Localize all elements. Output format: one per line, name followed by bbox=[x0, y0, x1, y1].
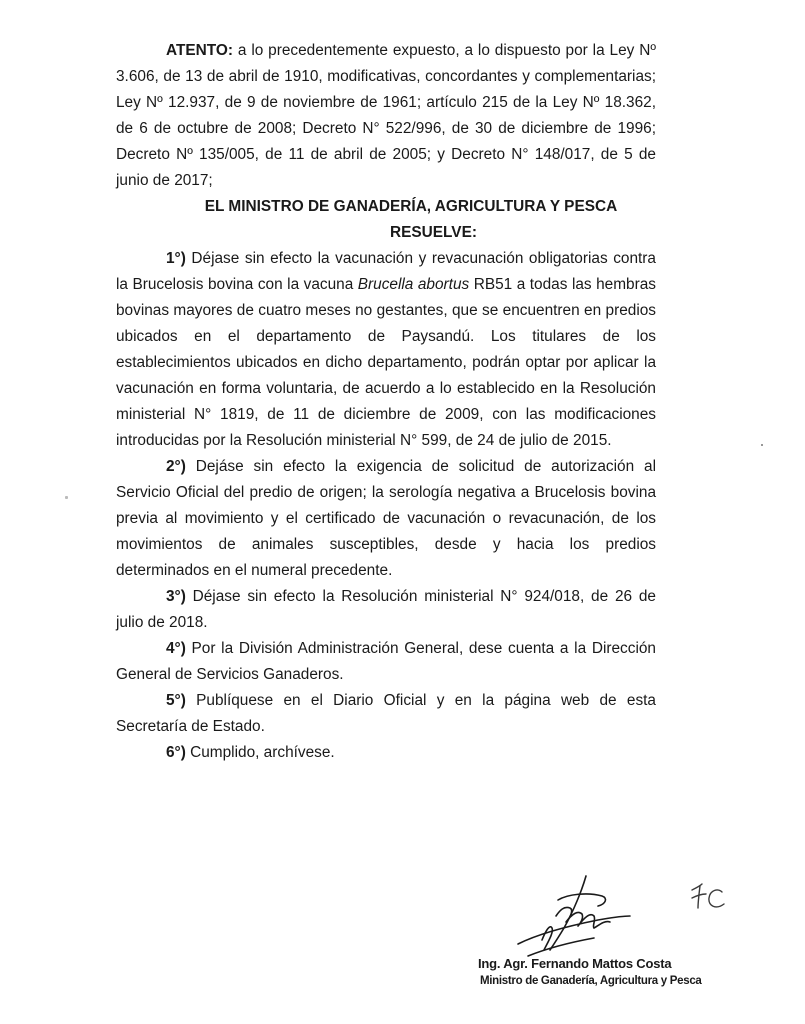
item-1-text-a: Déjase sin efecto la vacunación y revacunación obligatorias contra la Brucelosis bovina con la vacuna bbox=[116, 250, 656, 293]
item-4-paragraph bbox=[116, 636, 656, 688]
document-body bbox=[116, 38, 656, 766]
item-4-text: Por la División Administración General, dese cuenta a la Dirección General de Servicios Ganaderos. bbox=[116, 640, 656, 683]
scan-speck bbox=[761, 444, 763, 446]
item-3-number: 3°) bbox=[166, 588, 186, 605]
item-1-text-b: RB51 a todas las hembras bovinas mayores de cuatro meses no gestantes, que se encuentren en predios ubicados en el departamento de Paysandú. Los titulares de los establecimientos ubicados en dicho departamento, podrán optar por aplicar la vacunación en forma voluntaria, de acuerdo a lo establecido en la Resolución ministerial N° 1819, de 11 de diciembre de 2009, con las modificaciones introducidas por la Resolución ministerial N° 599, de 24 de julio de 2015. bbox=[116, 276, 656, 449]
item-6-text: Cumplido, archívese. bbox=[185, 744, 335, 761]
item-2-text: Dejáse sin efecto la exigencia de solicitud de autorización al Servicio Oficial del predio de origen; la serología negativa a Brucelosis bovina previa al movimiento y el certificado de vacunación o revacunación, de los movimientos de animales susceptibles, desde y hacia los predios determinados en el numeral precedente. bbox=[116, 458, 656, 579]
item-2-number: 2°) bbox=[166, 458, 186, 475]
minister-heading: EL MINISTRO DE GANADERÍA, AGRICULTURA Y PESCA bbox=[204, 198, 618, 215]
initials-icon bbox=[688, 880, 728, 914]
item-5-text: Publíquese en el Diario Oficial y en la página web de esta Secretaría de Estado. bbox=[116, 692, 656, 735]
item-2-paragraph bbox=[116, 454, 656, 584]
item-1-italic: Brucella abortus bbox=[357, 276, 470, 293]
item-6-number: 6°) bbox=[166, 744, 186, 761]
atento-paragraph bbox=[116, 38, 656, 194]
item-1-number: 1°) bbox=[166, 250, 186, 267]
item-3-text: Déjase sin efecto la Resolución ministerial N° 924/018, de 26 de julio de 2018. bbox=[116, 588, 656, 631]
item-1-paragraph bbox=[116, 246, 656, 454]
signature-block bbox=[478, 870, 702, 1000]
item-6-paragraph bbox=[116, 740, 656, 766]
item-4-number: 4°) bbox=[166, 640, 186, 657]
signature-icon bbox=[498, 870, 638, 965]
item-5-number: 5°) bbox=[166, 692, 186, 709]
atento-label: ATENTO: bbox=[166, 42, 233, 59]
signer-title: Ministro de Ganadería, Agricultura y Pesca bbox=[480, 975, 702, 987]
signer-name: Ing. Agr. Fernando Mattos Costa bbox=[478, 956, 672, 971]
resuelve-heading: RESUELVE: bbox=[390, 224, 477, 241]
scan-speck bbox=[65, 496, 68, 499]
item-5-paragraph bbox=[116, 688, 656, 740]
item-3-paragraph bbox=[116, 584, 656, 636]
atento-text: a lo precedentemente expuesto, a lo dispuesto por la Ley Nº 3.606, de 13 de abril de 1910, modificativas, concordantes y complementarias; Ley Nº 12.937, de 9 de noviembre de 1961; artículo 215 de la Ley Nº 18.362, de 6 de octubre de 2008; Decreto N° 522/996, de 30 de diciembre de 1996; Decreto Nº 135/005, de 11 de abril de 2005; y Decreto N° 148/017, de 5 de junio de 2017; bbox=[116, 42, 656, 189]
